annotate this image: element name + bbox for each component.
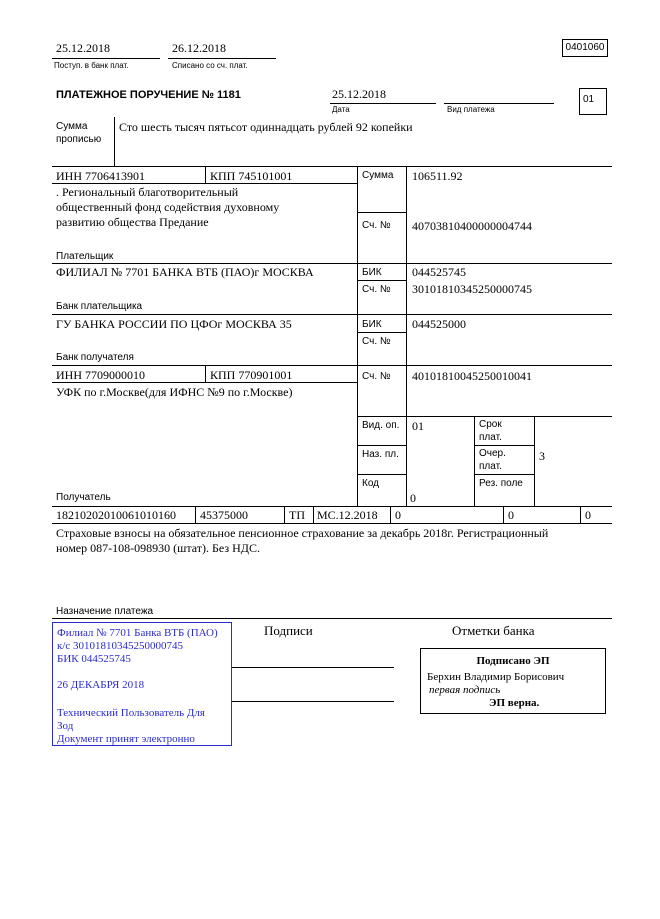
sum-value: 106511.92 bbox=[412, 169, 463, 183]
row-line bbox=[357, 445, 406, 446]
row-line bbox=[474, 445, 534, 446]
payee-account-label: Сч. № bbox=[362, 371, 391, 382]
amount-words-divider bbox=[114, 117, 115, 166]
tax-divider bbox=[284, 506, 285, 523]
received-date-line bbox=[52, 58, 160, 59]
tax-oktmo: 45375000 bbox=[200, 508, 248, 522]
row-line bbox=[357, 212, 406, 213]
document-date: 25.12.2018 bbox=[332, 87, 386, 101]
payer-name-1: . Региональный благотворительный bbox=[56, 185, 239, 199]
tax-divider bbox=[580, 506, 581, 523]
tax-divider bbox=[390, 506, 391, 523]
tax-type: 0 bbox=[585, 508, 591, 522]
bank-stamp bbox=[52, 622, 232, 746]
row-line bbox=[474, 474, 534, 475]
row-line bbox=[52, 166, 612, 167]
tax-kbk: 18210202010061010160 bbox=[56, 508, 176, 522]
row-line bbox=[357, 474, 406, 475]
operation-divider-2 bbox=[534, 416, 535, 506]
tax-divider bbox=[503, 506, 504, 523]
payer-bank-account: 30101810345250000745 bbox=[412, 282, 532, 296]
ep-stamp-title: Подписано ЭП bbox=[476, 655, 550, 667]
row-line bbox=[52, 183, 357, 184]
operation-divider-1 bbox=[474, 416, 475, 506]
purpose-line-1: Страховые взносы на обязательное пенсионное страхование за декабрь 2018г. Регистрационный bbox=[56, 526, 549, 540]
amount-words-text: Сто шесть тысяч пятьсот одиннадцать рублей 92 копейки bbox=[119, 120, 413, 134]
ocher-value: 3 bbox=[539, 449, 545, 463]
received-date-label: Поступ. в банк плат. bbox=[54, 61, 129, 70]
srok-label-2: плат. bbox=[479, 432, 502, 443]
payer-kpp: КПП 745101001 bbox=[210, 169, 293, 183]
payer-name-2: общественный фонд содействия духовному bbox=[56, 200, 280, 214]
payer-bank-name: ФИЛИАЛ № 7701 БАНКА ВТБ (ПАО)г МОСКВА bbox=[56, 265, 314, 279]
form-code-box bbox=[562, 39, 608, 57]
signature-line-1 bbox=[232, 667, 394, 668]
row-line bbox=[52, 314, 612, 315]
stamp-date: 26 ДЕКАБРЯ 2018 bbox=[57, 679, 145, 691]
debited-date-line bbox=[168, 58, 276, 59]
kod-value: 0 bbox=[410, 491, 416, 505]
payee-kpp: КПП 770901001 bbox=[210, 368, 293, 382]
payer-account-label: Сч. № bbox=[362, 220, 391, 231]
labels-column-left-border bbox=[357, 166, 358, 506]
payer-inn: ИНН 7706413901 bbox=[56, 169, 145, 183]
payer-bank-label: Банк плательщика bbox=[56, 301, 143, 312]
payee-inn-kpp-divider bbox=[205, 365, 206, 382]
stamp-user-1: Технический Пользователь Для bbox=[57, 707, 205, 719]
payer-inn-kpp-divider bbox=[205, 166, 206, 183]
row-line bbox=[357, 280, 406, 281]
purpose-line-2: номер 087-108-098930 (штат). Без НДС. bbox=[56, 541, 260, 555]
bank-marks-label: Отметки банка bbox=[452, 623, 535, 638]
row-line bbox=[52, 618, 612, 619]
amount-words-label-1: Сумма bbox=[56, 121, 88, 132]
document-date-line bbox=[330, 103, 436, 104]
row-line bbox=[52, 382, 357, 383]
stamp-user-2: Зод bbox=[57, 720, 74, 732]
row-line bbox=[52, 365, 612, 366]
debited-date: 26.12.2018 bbox=[172, 41, 226, 55]
document-date-label: Дата bbox=[332, 105, 350, 114]
vid-op-label: Вид. оп. bbox=[362, 420, 400, 431]
payee-inn: ИНН 7709000010 bbox=[56, 368, 145, 382]
purpose-label: Назначение платежа bbox=[56, 606, 154, 617]
vid-op-value: 01 bbox=[412, 419, 424, 433]
srok-label-1: Срок bbox=[479, 419, 502, 430]
status-code-box bbox=[579, 88, 607, 115]
payment-type-label: Вид платежа bbox=[447, 105, 495, 114]
payee-bank-label: Банк получателя bbox=[56, 352, 134, 363]
row-line bbox=[52, 263, 357, 264]
tax-divider bbox=[313, 506, 314, 523]
ocher-label-2: плат. bbox=[479, 461, 502, 472]
amount-words-label-2: прописью bbox=[56, 134, 102, 145]
form-code: 0401060 bbox=[565, 42, 605, 53]
ep-stamp-status: ЭП верна. bbox=[489, 697, 540, 709]
payee-account: 40101810045250010041 bbox=[412, 369, 532, 383]
payer-bank-bik: 044525745 bbox=[412, 265, 466, 279]
payee-bank-name: ГУ БАНКА РОССИИ ПО ЦФОг МОСКВА 35 bbox=[56, 317, 292, 331]
stamp-bik: БИК 044525745 bbox=[57, 653, 131, 665]
stamp-corr-account: к/с 30101810345250000745 bbox=[57, 640, 184, 652]
kod-label: Код bbox=[362, 478, 380, 489]
debited-date-label: Списано со сч. плат. bbox=[172, 61, 248, 70]
stamp-accepted: Документ принят электронно bbox=[57, 733, 195, 745]
document-title: ПЛАТЕЖНОЕ ПОРУЧЕНИЕ № 1181 bbox=[56, 89, 241, 101]
payer-label: Плательщик bbox=[56, 251, 114, 262]
tax-divider bbox=[195, 506, 196, 523]
signature-line-2 bbox=[232, 701, 394, 702]
signatures-label: Подписи bbox=[264, 623, 313, 638]
payee-bank-bik: 044525000 bbox=[412, 317, 466, 331]
tax-doc-number: 0 bbox=[395, 508, 401, 522]
row-line bbox=[52, 506, 612, 507]
payer-bank-bik-label: БИК bbox=[362, 267, 382, 278]
labels-column-right-border bbox=[406, 166, 407, 506]
sum-label: Сумма bbox=[362, 170, 394, 181]
tax-period: МС.12.2018 bbox=[317, 508, 378, 522]
payee-bank-account-label: Сч. № bbox=[362, 336, 391, 347]
payee-bank-bik-label: БИК bbox=[362, 319, 382, 330]
payer-account: 40703810400000004744 bbox=[412, 219, 532, 233]
row-line bbox=[357, 416, 612, 417]
row-line bbox=[357, 263, 612, 264]
payer-bank-account-label: Сч. № bbox=[362, 284, 391, 295]
rez-label: Рез. поле bbox=[479, 478, 523, 489]
payment-type-line bbox=[444, 103, 554, 104]
payee-name: УФК по г.Москве(для ИФНС №9 по г.Москве) bbox=[56, 385, 293, 399]
naz-pl-label: Наз. пл. bbox=[362, 449, 399, 460]
tax-doc-date: 0 bbox=[508, 508, 514, 522]
ep-stamp-signer: Берхин Владимир Борисович bbox=[427, 671, 565, 683]
ocher-label-1: Очер. bbox=[479, 448, 506, 459]
row-line bbox=[52, 523, 612, 524]
stamp-bank-name: Филиал № 7701 Банка ВТБ (ПАО) bbox=[57, 627, 218, 639]
received-date: 25.12.2018 bbox=[56, 41, 110, 55]
payee-label: Получатель bbox=[56, 492, 111, 503]
status-code: 01 bbox=[583, 94, 595, 105]
row-line bbox=[357, 332, 406, 333]
tax-basis: ТП bbox=[289, 508, 305, 522]
payer-name-3: развитию общества Предание bbox=[56, 215, 209, 229]
ep-stamp-role: первая подпись bbox=[429, 684, 501, 696]
ep-stamp bbox=[420, 648, 606, 714]
